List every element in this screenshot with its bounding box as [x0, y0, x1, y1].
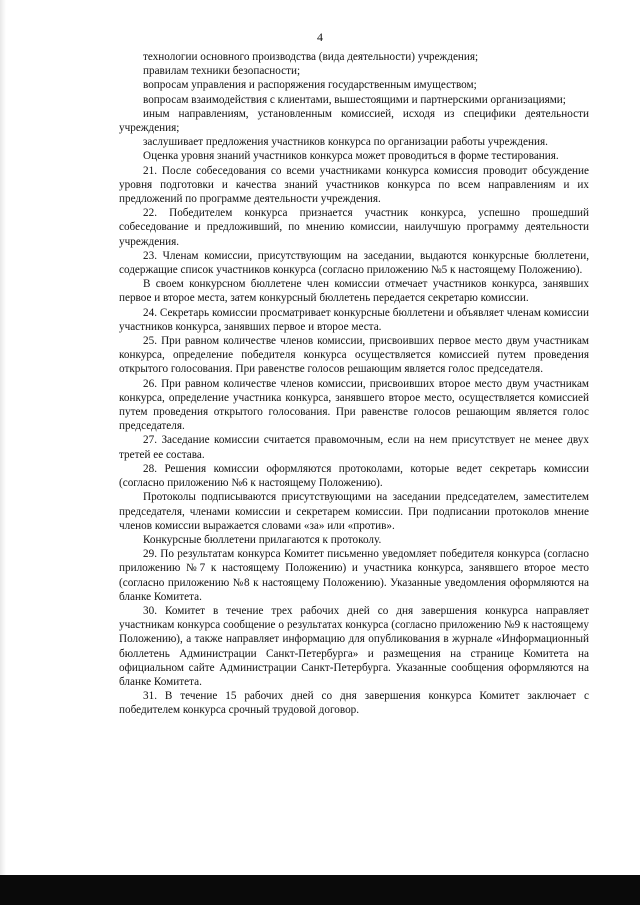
page-edge-shadow [0, 0, 6, 905]
paragraph: 24. Секретарь комиссии просматривает конкурсные бюллетени и объявляет членам комиссии участников конкурса, занявших первое и второе места. [119, 306, 589, 333]
paragraph: правилам техники безопасности; [143, 65, 301, 78]
page-number: 4 [317, 30, 323, 44]
paragraph: вопросам взаимодействия с клиентами, вышестоящими и партнерскими организациями; [143, 93, 566, 106]
paragraph: В своем конкурсном бюллетене член комиссии отмечает участников конкурса, занявших первое и второе места, затем конкурсный бюллетень передается секретарю комиссии. [119, 278, 589, 305]
paragraph: Конкурсные бюллетени прилагаются к протоколу. [143, 533, 382, 546]
paragraph: 31. В течение 15 рабочих дней со дня завершения конкурса Комитет заключает с победителем конкурса срочный трудовой договор. [119, 690, 589, 717]
paragraph: 27. Заседание комиссии считается правомочным, если на нем присутствует не менее двух третей ее состава. [119, 434, 589, 461]
paragraph: 29. По результатам конкурса Комитет письменно уведомляет победителя конкурса (согласно приложению №7 к настоящему Положению) и участника конкурса, занявшего второе место (согласно приложению №8 к настоящему Положению). Указанные уведомления оформляются на бланке Комитета. [119, 548, 589, 603]
paragraph: 25. При равном количестве членов комиссии, присвоивших первое место двум участникам конкурса, определение победителя конкурса осуществляется комиссией путем проведения открытого голосования. При равенстве голосов решающим является голос председателя. [119, 335, 589, 376]
paragraph: 30. Комитет в течение трех рабочих дней со дня завершения конкурса направляет участникам конкурса сообщение о результатах конкурса (согласно приложению №9 к настоящему Положению), а также направляет информацию для опубликования в журнале «Информационный бюллетень Администрации Санкт-Петербурга» и размещения на странице Комитета на официальном сайте Администрации Санкт-Петербурга. Указанные сообщения оформляются на бланке Комитета. [119, 604, 589, 688]
paragraph: иным направлениям, установленным комиссией, исходя из специфики деятельности учреждения; [119, 107, 589, 135]
paragraph: 23. Членам комиссии, присутствующим на заседании, выдаются конкурсные бюллетени, содержащие список участников конкурса (согласно приложению №5 к настоящему Положению). [119, 249, 589, 277]
paragraph: 26. При равном количестве членов комиссии, присвоивших второе место двум участникам конкурса, определение участника конкурса, занявшего второе место, осуществляется комиссией путем проведения открытого голосования. При равенстве голосов решающим является голос председателя. [119, 377, 589, 433]
document-body [119, 50, 589, 718]
paragraph: заслушивает предложения участников конкурса по организации работы учреждения. [143, 136, 548, 149]
paragraph: 22. Победителем конкурса признается участник конкурса, успешно прошедший собеседование и предложивший, по мнению комиссии, наилучшую программу деятельности учреждения. [119, 207, 589, 248]
paragraph: 21. После собеседования со всеми участниками конкурса комиссия проводит обсуждение уровня подготовки и качества знаний участников конкурса по всем направлениям и их предложений по программе деятельности учреждения. [119, 164, 589, 206]
scan-bottom-bar [0, 875, 640, 905]
paragraph: вопросам управления и распоряжения государственным имуществом; [143, 79, 477, 92]
paragraph: Протоколы подписываются присутствующими на заседании председателем, заместителем председателя, членами комиссии и секретарем комиссии. При подписании протоколов мнение членов комиссии выражается словами «за» или «против». [119, 491, 589, 532]
paragraph: Оценка уровня знаний участников конкурса может проводиться в форме тестирования. [143, 150, 559, 163]
paragraph: 28. Решения комиссии оформляются протоколами, которые ведет секретарь комиссии (согласно приложению №6 к настоящему Положению). [119, 462, 589, 490]
paragraph: технологии основного производства (вида деятельности) учреждения; [143, 51, 479, 63]
